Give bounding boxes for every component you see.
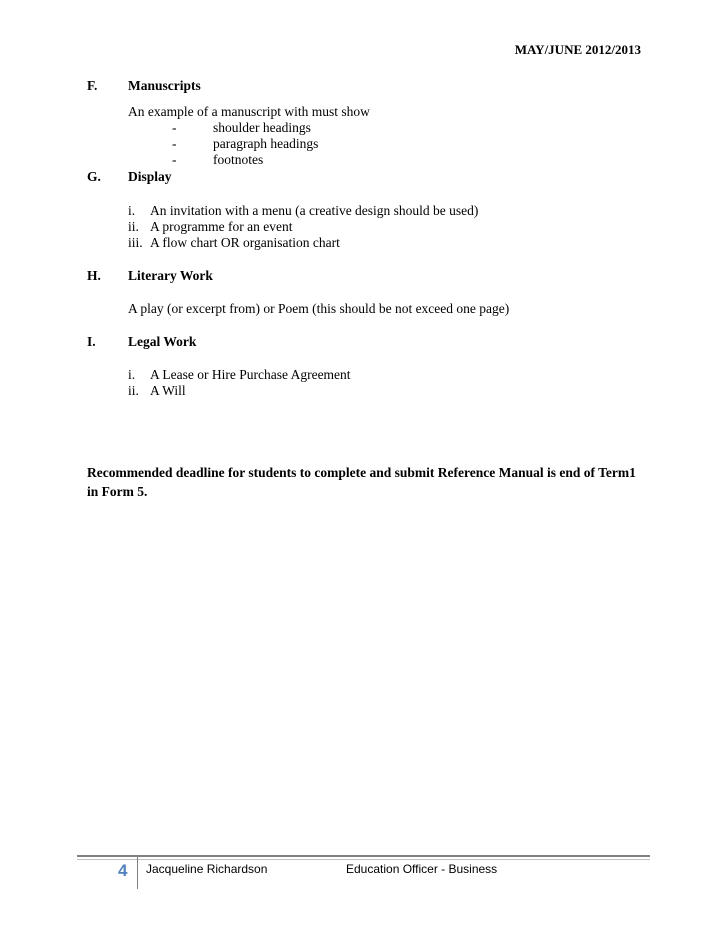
section-g-item	[128, 235, 340, 251]
section-h-letter: H.	[87, 268, 101, 283]
footer-divider-secondary	[77, 859, 650, 860]
header-term: MAY/JUNE 2012/2013	[514, 42, 641, 57]
section-g-item	[128, 203, 478, 219]
section-f-letter: F.	[87, 78, 98, 93]
section-f-item: paragraph headings	[213, 136, 319, 151]
section-f-title: Manuscripts	[128, 78, 201, 93]
footer-role: Education Officer - Business	[346, 862, 498, 876]
item-number: i.	[128, 367, 136, 382]
section-i-letter: I.	[87, 334, 96, 349]
section-i-item	[128, 367, 351, 383]
footer-divider	[77, 855, 650, 857]
footer-separator	[137, 857, 138, 889]
section-h-text: A play (or excerpt from) or Poem (this should be not exceed one page)	[128, 301, 510, 316]
item-text: A programme for an event	[150, 219, 293, 234]
section-f-item: footnotes	[213, 152, 264, 167]
section-i-item	[128, 383, 186, 399]
item-number: ii.	[128, 219, 139, 234]
section-g-title: Display	[128, 169, 172, 184]
section-g-item	[128, 219, 292, 235]
deadline-paragraph: Recommended deadline for students to complete and submit Reference Manual is end of Term1 in Form 5.	[87, 465, 636, 499]
section-h-title: Literary Work	[128, 268, 213, 283]
section-i-title: Legal Work	[128, 334, 197, 349]
item-text: A Will	[150, 383, 186, 398]
footer-author: Jacqueline Richardson	[146, 862, 268, 876]
section-f-intro: An example of a manuscript with must show	[128, 104, 370, 119]
item-number: iii.	[128, 235, 143, 250]
section-f-item-dash: -	[172, 136, 177, 151]
page-number: 4	[118, 861, 128, 880]
section-g-letter: G.	[87, 169, 101, 184]
item-text: A flow chart OR organisation chart	[150, 235, 340, 250]
item-number: ii.	[128, 383, 139, 398]
section-f-item-dash: -	[172, 152, 177, 167]
section-f-item: shoulder headings	[213, 120, 311, 135]
item-number: i.	[128, 203, 136, 218]
item-text: A Lease or Hire Purchase Agreement	[150, 367, 351, 382]
section-f-item-dash: -	[172, 120, 177, 135]
item-text: An invitation with a menu (a creative design should be used)	[150, 203, 479, 218]
